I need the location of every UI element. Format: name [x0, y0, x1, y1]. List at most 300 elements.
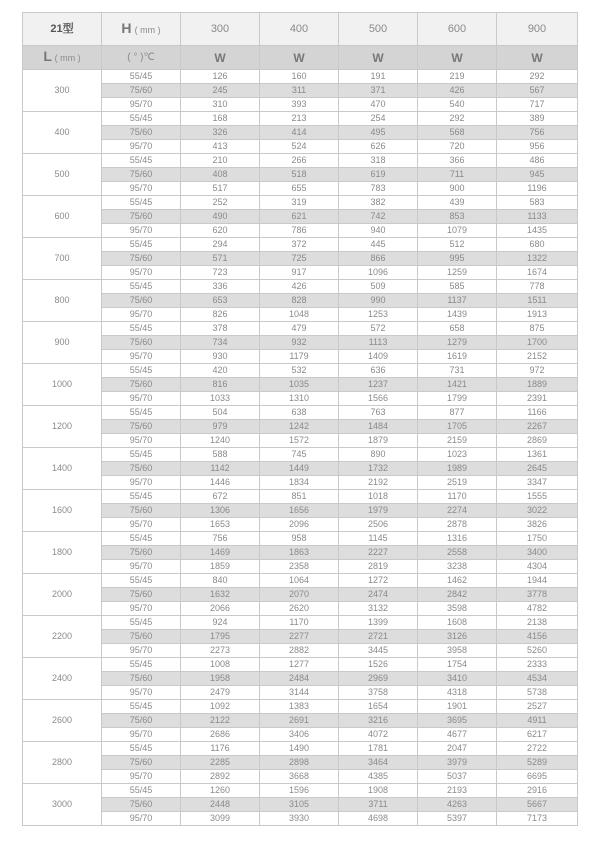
power-value-cell: 382 [339, 196, 418, 210]
table-row [23, 686, 578, 700]
power-value-cell: 252 [181, 196, 260, 210]
power-value-cell: 4677 [418, 728, 497, 742]
power-value-cell: 1023 [418, 448, 497, 462]
temp-cell: 55/45 [102, 658, 181, 672]
power-value-cell: 1732 [339, 462, 418, 476]
power-value-cell: 1656 [260, 504, 339, 518]
temp-cell: 55/45 [102, 784, 181, 798]
temp-cell: 95/70 [102, 266, 181, 280]
table-row [23, 154, 578, 168]
power-value-cell: 1435 [497, 224, 578, 238]
model-label: 21型 [23, 13, 102, 46]
power-value-cell: 393 [260, 98, 339, 112]
power-value-cell: 1526 [339, 658, 418, 672]
table-row [23, 490, 578, 504]
power-value-cell: 1490 [260, 742, 339, 756]
power-value-cell: 932 [260, 336, 339, 350]
power-value-cell: 2506 [339, 518, 418, 532]
power-value-cell: 490 [181, 210, 260, 224]
power-value-cell: 6695 [497, 770, 578, 784]
power-value-cell: 1399 [339, 616, 418, 630]
power-value-cell: 1035 [260, 378, 339, 392]
temp-cell: 55/45 [102, 196, 181, 210]
power-value-cell: 1259 [418, 266, 497, 280]
power-value-cell: 2285 [181, 756, 260, 770]
power-value-cell: 1383 [260, 700, 339, 714]
power-value-cell: 1572 [260, 434, 339, 448]
length-cell: 1200 [23, 406, 102, 448]
power-value-cell: 5260 [497, 644, 578, 658]
power-value-cell: 213 [260, 112, 339, 126]
power-value-cell: 517 [181, 182, 260, 196]
power-value-cell: 2519 [418, 476, 497, 490]
power-value-cell: 4156 [497, 630, 578, 644]
power-value-cell: 2333 [497, 658, 578, 672]
length-cell: 800 [23, 280, 102, 322]
temp-cell: 95/70 [102, 560, 181, 574]
temp-cell: 95/70 [102, 518, 181, 532]
power-value-cell: 420 [181, 364, 260, 378]
power-value-cell: 504 [181, 406, 260, 420]
power-value-cell: 620 [181, 224, 260, 238]
table-row [23, 672, 578, 686]
power-value-cell: 1018 [339, 490, 418, 504]
table-row [23, 434, 578, 448]
height-col-300: 300 [181, 13, 260, 46]
temp-cell: 55/45 [102, 112, 181, 126]
power-value-cell: 2152 [497, 350, 578, 364]
power-value-cell: 924 [181, 616, 260, 630]
temp-cell: 95/70 [102, 602, 181, 616]
length-cell: 600 [23, 196, 102, 238]
length-cell: 1000 [23, 364, 102, 406]
power-value-cell: 168 [181, 112, 260, 126]
power-value-cell: 3216 [339, 714, 418, 728]
table-row [23, 308, 578, 322]
power-value-cell: 658 [418, 322, 497, 336]
power-value-cell: 1048 [260, 308, 339, 322]
power-value-cell: 711 [418, 168, 497, 182]
power-value-cell: 900 [418, 182, 497, 196]
length-cell: 500 [23, 154, 102, 196]
power-value-cell: 336 [181, 280, 260, 294]
power-value-cell: 653 [181, 294, 260, 308]
power-value-cell: 1240 [181, 434, 260, 448]
power-value-cell: 1781 [339, 742, 418, 756]
temp-cell: 95/70 [102, 434, 181, 448]
table-row [23, 224, 578, 238]
power-value-cell: 518 [260, 168, 339, 182]
power-value-cell: 495 [339, 126, 418, 140]
table-row [23, 644, 578, 658]
power-value-cell: 2898 [260, 756, 339, 770]
temp-cell: 95/70 [102, 308, 181, 322]
temp-cell: 95/70 [102, 686, 181, 700]
power-value-cell: 2878 [418, 518, 497, 532]
length-cell: 2800 [23, 742, 102, 784]
power-value-cell: 1863 [260, 546, 339, 560]
temp-cell: 75/60 [102, 336, 181, 350]
temp-cell: 95/70 [102, 350, 181, 364]
power-value-cell: 840 [181, 574, 260, 588]
h-letter: H [121, 20, 132, 36]
power-value-cell: 3930 [260, 812, 339, 826]
power-value-cell: 979 [181, 420, 260, 434]
temp-cell: 55/45 [102, 238, 181, 252]
table-row [23, 140, 578, 154]
power-value-cell: 2138 [497, 616, 578, 630]
power-value-cell: 4911 [497, 714, 578, 728]
power-value-cell: 1133 [497, 210, 578, 224]
temp-cell: 95/70 [102, 140, 181, 154]
temp-cell: 95/70 [102, 392, 181, 406]
header-row-units [23, 46, 578, 70]
power-value-cell: 254 [339, 112, 418, 126]
table-row [23, 476, 578, 490]
power-value-cell: 1484 [339, 420, 418, 434]
power-value-cell: 1237 [339, 378, 418, 392]
temp-cell: 95/70 [102, 728, 181, 742]
power-value-cell: 5738 [497, 686, 578, 700]
power-value-cell: 1462 [418, 574, 497, 588]
power-value-cell: 1170 [418, 490, 497, 504]
table-row [23, 266, 578, 280]
table-row [23, 518, 578, 532]
length-cell: 400 [23, 112, 102, 154]
power-value-cell: 763 [339, 406, 418, 420]
power-value-cell: 4318 [418, 686, 497, 700]
temp-cell: 75/60 [102, 546, 181, 560]
power-value-cell: 2047 [418, 742, 497, 756]
power-value-cell: 2267 [497, 420, 578, 434]
power-value-cell: 1566 [339, 392, 418, 406]
power-value-cell: 1449 [260, 462, 339, 476]
power-value-cell: 2193 [418, 784, 497, 798]
power-value-cell: 1913 [497, 308, 578, 322]
height-header-cell [102, 13, 181, 46]
power-value-cell: 2479 [181, 686, 260, 700]
temp-cell: 75/60 [102, 378, 181, 392]
temp-cell: 75/60 [102, 714, 181, 728]
power-value-cell: 3464 [339, 756, 418, 770]
power-value-cell: 3695 [418, 714, 497, 728]
temp-cell: 75/60 [102, 672, 181, 686]
power-value-cell: 2620 [260, 602, 339, 616]
power-value-cell: 945 [497, 168, 578, 182]
temp-cell: 55/45 [102, 490, 181, 504]
power-value-cell: 655 [260, 182, 339, 196]
power-value-cell: 3598 [418, 602, 497, 616]
power-value-cell: 2066 [181, 602, 260, 616]
power-value-cell: 917 [260, 266, 339, 280]
power-value-cell: 2842 [418, 588, 497, 602]
power-value-cell: 470 [339, 98, 418, 112]
power-value-cell: 1439 [418, 308, 497, 322]
power-value-cell: 1421 [418, 378, 497, 392]
power-value-cell: 294 [181, 238, 260, 252]
power-value-cell: 445 [339, 238, 418, 252]
power-unit-cell: W [497, 46, 578, 70]
table-row [23, 588, 578, 602]
power-value-cell: 1253 [339, 308, 418, 322]
power-value-cell: 680 [497, 238, 578, 252]
temp-cell: 95/70 [102, 224, 181, 238]
power-value-cell: 540 [418, 98, 497, 112]
temp-cell: 75/60 [102, 126, 181, 140]
power-value-cell: 717 [497, 98, 578, 112]
power-value-cell: 1834 [260, 476, 339, 490]
power-value-cell: 2892 [181, 770, 260, 784]
power-value-cell: 1608 [418, 616, 497, 630]
power-value-cell: 2722 [497, 742, 578, 756]
temp-cell: 75/60 [102, 210, 181, 224]
temp-cell: 75/60 [102, 168, 181, 182]
power-value-cell: 2869 [497, 434, 578, 448]
power-value-cell: 1879 [339, 434, 418, 448]
power-value-cell: 266 [260, 154, 339, 168]
power-value-cell: 1166 [497, 406, 578, 420]
table-row [23, 168, 578, 182]
power-value-cell: 1654 [339, 700, 418, 714]
table-row [23, 210, 578, 224]
temp-cell: 95/70 [102, 182, 181, 196]
table-row [23, 742, 578, 756]
power-value-cell: 160 [260, 70, 339, 84]
table-row [23, 252, 578, 266]
power-value-cell: 588 [181, 448, 260, 462]
power-value-cell: 734 [181, 336, 260, 350]
temp-cell: 75/60 [102, 84, 181, 98]
power-value-cell: 1469 [181, 546, 260, 560]
length-cell: 2200 [23, 616, 102, 658]
temp-cell: 55/45 [102, 154, 181, 168]
power-value-cell: 1176 [181, 742, 260, 756]
power-value-cell: 2882 [260, 644, 339, 658]
power-value-cell: 1979 [339, 504, 418, 518]
temp-cell: 75/60 [102, 630, 181, 644]
length-cell: 1400 [23, 448, 102, 490]
power-value-cell: 1705 [418, 420, 497, 434]
table-row [23, 504, 578, 518]
power-unit-cell: W [181, 46, 260, 70]
power-value-cell: 783 [339, 182, 418, 196]
power-value-cell: 1619 [418, 350, 497, 364]
temp-cell: 95/70 [102, 98, 181, 112]
temp-cell: 75/60 [102, 504, 181, 518]
height-col-600: 600 [418, 13, 497, 46]
power-value-cell: 5397 [418, 812, 497, 826]
power-value-cell: 3144 [260, 686, 339, 700]
power-value-cell: 512 [418, 238, 497, 252]
power-value-cell: 1092 [181, 700, 260, 714]
table-row [23, 406, 578, 420]
temp-cell: 55/45 [102, 448, 181, 462]
power-value-cell: 972 [497, 364, 578, 378]
table-row [23, 448, 578, 462]
power-value-cell: 940 [339, 224, 418, 238]
power-value-cell: 372 [260, 238, 339, 252]
l-unit: ( mm ) [54, 53, 81, 63]
power-value-cell: 638 [260, 406, 339, 420]
temp-cell: 75/60 [102, 462, 181, 476]
power-value-cell: 1179 [260, 350, 339, 364]
power-value-cell: 778 [497, 280, 578, 294]
power-value-cell: 1242 [260, 420, 339, 434]
length-cell: 900 [23, 322, 102, 364]
power-value-cell: 866 [339, 252, 418, 266]
power-value-cell: 1306 [181, 504, 260, 518]
power-value-cell: 1064 [260, 574, 339, 588]
table-row [23, 420, 578, 434]
power-value-cell: 524 [260, 140, 339, 154]
temp-cell: 55/45 [102, 742, 181, 756]
power-value-cell: 3668 [260, 770, 339, 784]
power-value-cell: 1511 [497, 294, 578, 308]
table-row [23, 98, 578, 112]
power-value-cell: 1310 [260, 392, 339, 406]
table-row [23, 560, 578, 574]
power-value-cell: 1795 [181, 630, 260, 644]
power-value-cell: 3958 [418, 644, 497, 658]
power-value-cell: 1008 [181, 658, 260, 672]
power-value-cell: 319 [260, 196, 339, 210]
table-row [23, 812, 578, 826]
temp-cell: 75/60 [102, 294, 181, 308]
power-value-cell: 210 [181, 154, 260, 168]
power-value-cell: 7173 [497, 812, 578, 826]
power-value-cell: 3758 [339, 686, 418, 700]
power-value-cell: 3105 [260, 798, 339, 812]
power-value-cell: 2277 [260, 630, 339, 644]
table-row [23, 616, 578, 630]
power-value-cell: 621 [260, 210, 339, 224]
power-value-cell: 1361 [497, 448, 578, 462]
power-value-cell: 414 [260, 126, 339, 140]
table-row [23, 574, 578, 588]
power-value-cell: 3445 [339, 644, 418, 658]
power-value-cell: 1989 [418, 462, 497, 476]
power-value-cell: 636 [339, 364, 418, 378]
power-value-cell: 4072 [339, 728, 418, 742]
power-value-cell: 1799 [418, 392, 497, 406]
power-value-cell: 2969 [339, 672, 418, 686]
power-value-cell: 1750 [497, 532, 578, 546]
power-value-cell: 5289 [497, 756, 578, 770]
power-value-cell: 745 [260, 448, 339, 462]
power-value-cell: 5037 [418, 770, 497, 784]
power-value-cell: 877 [418, 406, 497, 420]
power-value-cell: 5667 [497, 798, 578, 812]
power-value-cell: 1889 [497, 378, 578, 392]
power-value-cell: 1170 [260, 616, 339, 630]
temp-cell: 75/60 [102, 588, 181, 602]
power-value-cell: 2273 [181, 644, 260, 658]
table-row [23, 126, 578, 140]
power-value-cell: 990 [339, 294, 418, 308]
table-row [23, 532, 578, 546]
table-row [23, 294, 578, 308]
length-cell: 700 [23, 238, 102, 280]
power-value-cell: 1142 [181, 462, 260, 476]
power-value-cell: 1196 [497, 182, 578, 196]
temp-cell: 55/45 [102, 532, 181, 546]
power-value-cell: 567 [497, 84, 578, 98]
table-row [23, 798, 578, 812]
power-value-cell: 2159 [418, 434, 497, 448]
length-cell: 1800 [23, 532, 102, 574]
table-row [23, 462, 578, 476]
table-row [23, 196, 578, 210]
power-value-cell: 3126 [418, 630, 497, 644]
power-value-cell: 371 [339, 84, 418, 98]
power-value-cell: 853 [418, 210, 497, 224]
power-value-cell: 742 [339, 210, 418, 224]
power-value-cell: 958 [260, 532, 339, 546]
power-value-cell: 3099 [181, 812, 260, 826]
table-row [23, 378, 578, 392]
table-row [23, 336, 578, 350]
power-value-cell: 4534 [497, 672, 578, 686]
power-value-cell: 6217 [497, 728, 578, 742]
power-value-cell: 2691 [260, 714, 339, 728]
header-row-height [23, 13, 578, 46]
power-value-cell: 672 [181, 490, 260, 504]
power-value-cell: 1260 [181, 784, 260, 798]
table-row [23, 364, 578, 378]
power-value-cell: 413 [181, 140, 260, 154]
power-value-cell: 479 [260, 322, 339, 336]
temp-cell: 75/60 [102, 798, 181, 812]
power-value-cell: 930 [181, 350, 260, 364]
power-value-cell: 486 [497, 154, 578, 168]
power-value-cell: 1096 [339, 266, 418, 280]
power-value-cell: 1322 [497, 252, 578, 266]
power-value-cell: 408 [181, 168, 260, 182]
length-cell: 300 [23, 70, 102, 112]
power-value-cell: 619 [339, 168, 418, 182]
l-letter: L [43, 48, 52, 64]
temp-cell: 55/45 [102, 280, 181, 294]
temp-cell: 95/70 [102, 812, 181, 826]
power-value-cell: 890 [339, 448, 418, 462]
power-value-cell: 1277 [260, 658, 339, 672]
power-value-cell: 3711 [339, 798, 418, 812]
power-value-cell: 1700 [497, 336, 578, 350]
power-value-cell: 1137 [418, 294, 497, 308]
table-row [23, 770, 578, 784]
power-value-cell: 2096 [260, 518, 339, 532]
power-unit-cell: W [339, 46, 418, 70]
power-unit-cell: W [260, 46, 339, 70]
table-row [23, 756, 578, 770]
table-row [23, 350, 578, 364]
power-value-cell: 572 [339, 322, 418, 336]
power-value-cell: 426 [260, 280, 339, 294]
power-value-cell: 310 [181, 98, 260, 112]
temp-cell: 55/45 [102, 322, 181, 336]
length-cell: 2000 [23, 574, 102, 616]
power-value-cell: 2227 [339, 546, 418, 560]
temp-cell: 55/45 [102, 700, 181, 714]
temp-cell: 55/45 [102, 574, 181, 588]
power-value-cell: 1908 [339, 784, 418, 798]
power-value-cell: 2819 [339, 560, 418, 574]
temp-cell: 95/70 [102, 476, 181, 490]
power-value-cell: 3132 [339, 602, 418, 616]
power-value-cell: 2122 [181, 714, 260, 728]
power-value-cell: 1754 [418, 658, 497, 672]
temp-unit-cell: ( ° )℃ [102, 46, 181, 70]
